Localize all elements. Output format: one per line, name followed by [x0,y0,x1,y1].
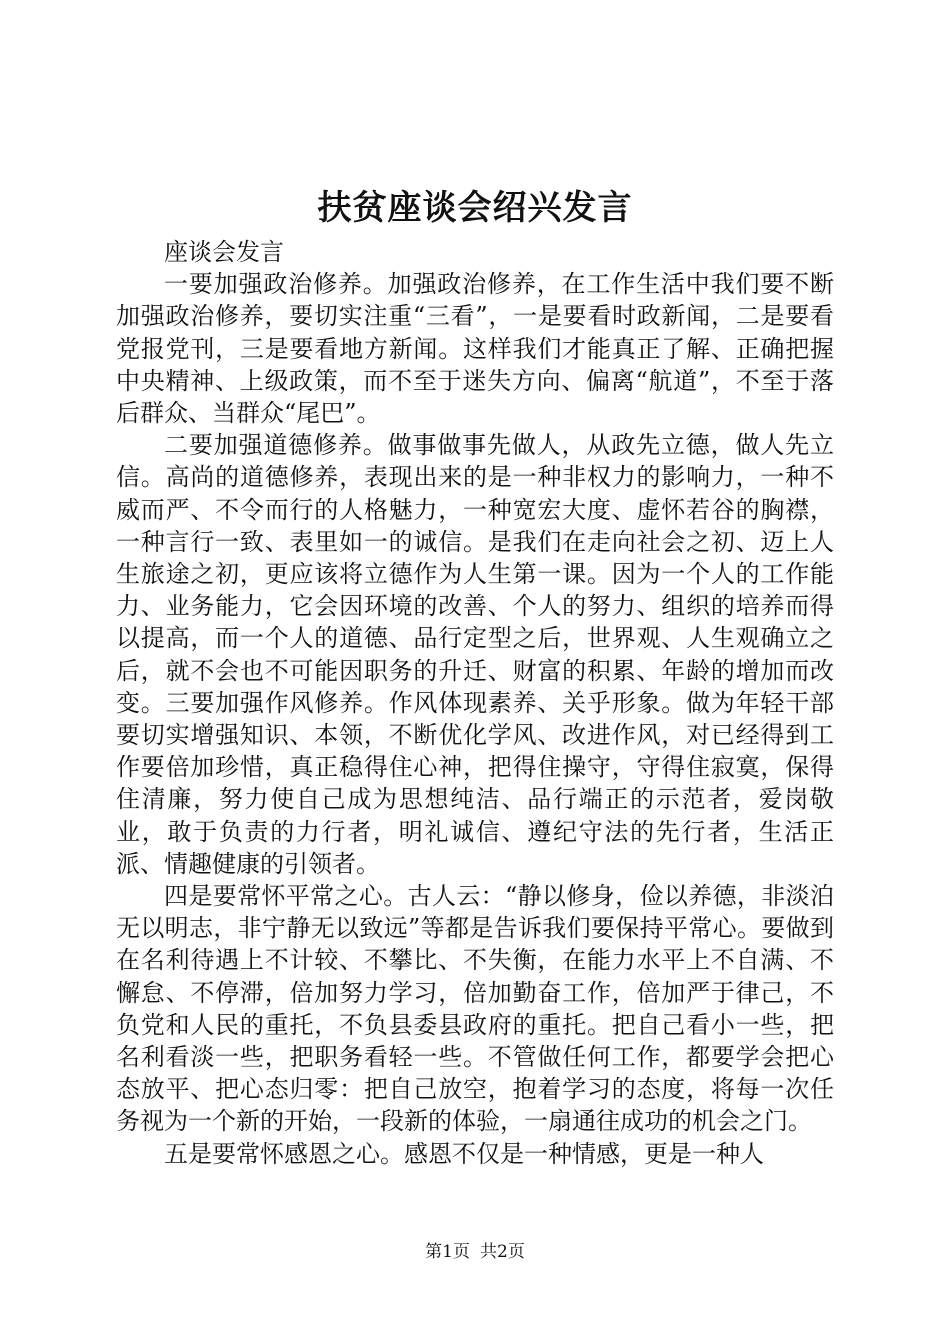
document-body [116,236,834,1170]
paragraph-political: 一要加强政治修养。加强政治修养，在工作生活中我们要不断加强政治修养，要切实注重“三看”，一是要看时政新闻，二是要看党报党刊，三是要看地方新闻。这样我们才能真正了解、正确把握中央精神、上级政策，而不至于迷失方向、偏离“航道”，不至于落后群众、当群众“尾巴”。 [116,270,834,428]
page-total: 共2页 [480,1242,525,1262]
paragraph-ordinary-heart: 四是要常怀平常之心。古人云：“静以修身，俭以养德，非淡泊无以明志，非宁静无以致远”等都是告诉我们要保持平常心。要做到在名利待遇上不计较、不攀比、不失衡，在能力水平上不自满、不懈怠、不停滞，倍加努力学习，倍加勤奋工作，倍加严于律己，不负党和人民的重托，不负县委县政府的重托。把自己看小一些，把名利看淡一些，把职务看轻一些。不管做任何工作，都要学会把心态放平、把心态归零：把自己放空，抱着学习的态度，将每一次任务视为一个新的开始，一段新的体验，一扇通往成功的机会之门。 [116,882,834,1136]
paragraph-moral: 二要加强道德修养。做事做事先做人，从政先立德，做人先立信。高尚的道德修养，表现出来的是一种非权力的影响力，一种不威而严、不令而行的人格魅力，一种宽宏大度、虚怀若谷的胸襟，一种言行一致、表里如一的诚信。是我们在走向社会之初、迈上人生旅途之初，更应该将立德作为人生第一课。因为一个人的工作能力、业务能力，它会因环境的改善、个人的努力、组织的培养而得以提高，而一个人的道德、品行定型之后，世界观、人生观确立之后，就不会也不可能因职务的升迁、财富的积累、年龄的增加而改变。三要加强作风修养。作风体现素养、关乎形象。做为年轻干部要切实增强知识、本领，不断优化学风、改进作风，对已经得到工作要倍加珍惜，真正稳得住心神，把得住操守，守得住寂寞，保得住清廉，努力使自己成为思想纯洁、品行端正的示范者，爱岗敬业，敢于负责的力行者，明礼诚信、遵纪守法的先行者，生活正派、情趣健康的引领者。 [116,431,834,878]
paragraph-subtitle: 座谈会发言 [164,238,284,266]
page-footer [0,1240,950,1264]
paragraph-gratitude: 五是要常怀感恩之心。感恩不仅是一种情感，更是一种人 [164,1139,764,1168]
page-number: 第1页 [425,1242,470,1262]
document-title: 扶贫座谈会绍兴发言 [317,188,633,228]
